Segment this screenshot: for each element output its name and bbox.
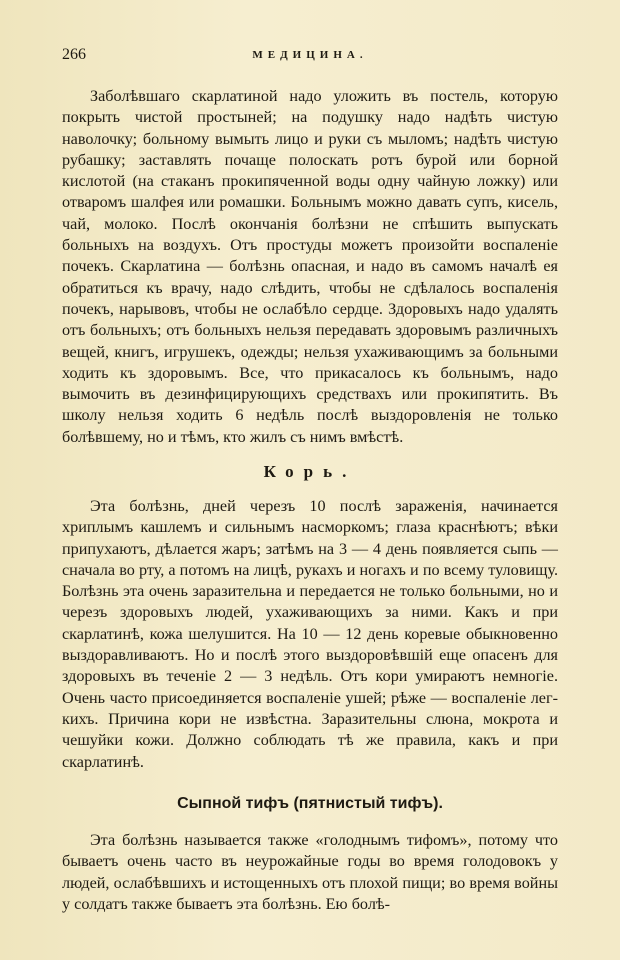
- page-number: 266: [62, 46, 86, 63]
- typhus-heading: Сыпной тифъ (пятнистый тифъ).: [177, 795, 443, 812]
- measles-paragraph: Эта болѣзнь, дней черезъ 10 послѣ зараженія, начинается хриплымъ кашлемъ и сильнымъ насморкомъ; глаза краснѣютъ; вѣки припухаютъ, дѣлается жаръ; затѣмъ на 3 — 4 день появляется сыпь — сначала во рту, а потомъ на лицѣ, рукахъ и ногахъ и по всему туловищу. Болѣзнь эта очень заразительна и передается не только больными, но и черезъ здоровыхъ людей, ухаживающихъ за ними. Какъ и при скарлатинѣ, кожа шелушится. На 10 — 12 день коревые обыкновенно выздоравливаютъ. Но и послѣ этого выздоровѣвшій еще опасенъ для здоровыхъ въ теченіе 2 — 3 недѣль. Отъ кори умираютъ немногіе. Очень часто присоединяется воспаленіе ушей; рѣже — воспаленіе легкихъ. Причина кори не извѣстна. Заразительны слюна, мокрота и чешуйки кожи. Должно соблюдать тѣ же правила, какъ и при скарлатинѣ.: [62, 497, 558, 771]
- typhus-paragraph: Эта болѣзнь называется также «голоднымъ тифомъ», потому что бываетъ очень часто въ неурожайные годы во время голодовокъ у людей, ослабѣвшихъ и истощенныхъ отъ плохой пищи; во время войны у солдатъ также бываетъ эта болѣзнь. Ею болѣ-: [62, 831, 558, 913]
- page-header: [62, 46, 558, 68]
- measles-heading: Корь.: [263, 462, 357, 481]
- running-head: МЕДИЦИНА.: [252, 49, 368, 61]
- scarlet-fever-care-paragraph: Заболѣвшаго скарлатиной надо уложить въ постель, которую покрыть чистой простыней; на подушку надо надѣть чистую наволочку; больному вымыть лицо и руки съ мыломъ; надѣть чистую рубашку; заставлять почаще полоскать ротъ бурой или борной кислотой (на стаканъ прокипяченной воды одну чайную ложку) или отваромъ шалфея или ромашки. Больнымъ можно давать супъ, кисель, чай, молоко. Послѣ окончанія болѣзни не спѣшить выпускать больныхъ на воздухъ. Отъ простуды можетъ произойти воспаленіе почекъ. Скарлатина — болѣзнь опасная, и надо въ самомъ началѣ ея обратиться къ врачу, надо слѣдить, чтобы не сдѣлалось воспаленія почекъ, нарывовъ, чтобы не ослабѣло сердце. Здоровыхъ надо удалять отъ больныхъ; отъ больныхъ нельзя передавать здоровымъ различныхъ вещей, книгъ, игрушекъ, одежды; нельзя ухаживающимъ за больными ходить къ здоровымъ. Все, что прикасалось къ больнымъ, надо вымочить въ дезинфицирующихъ средствахъ или прокипятить. Въ школу нельзя ходить 6 недѣль послѣ выздоровленія не только болѣвшему, но и тѣмъ, кто жилъ съ нимъ вмѣстѣ.: [62, 87, 558, 446]
